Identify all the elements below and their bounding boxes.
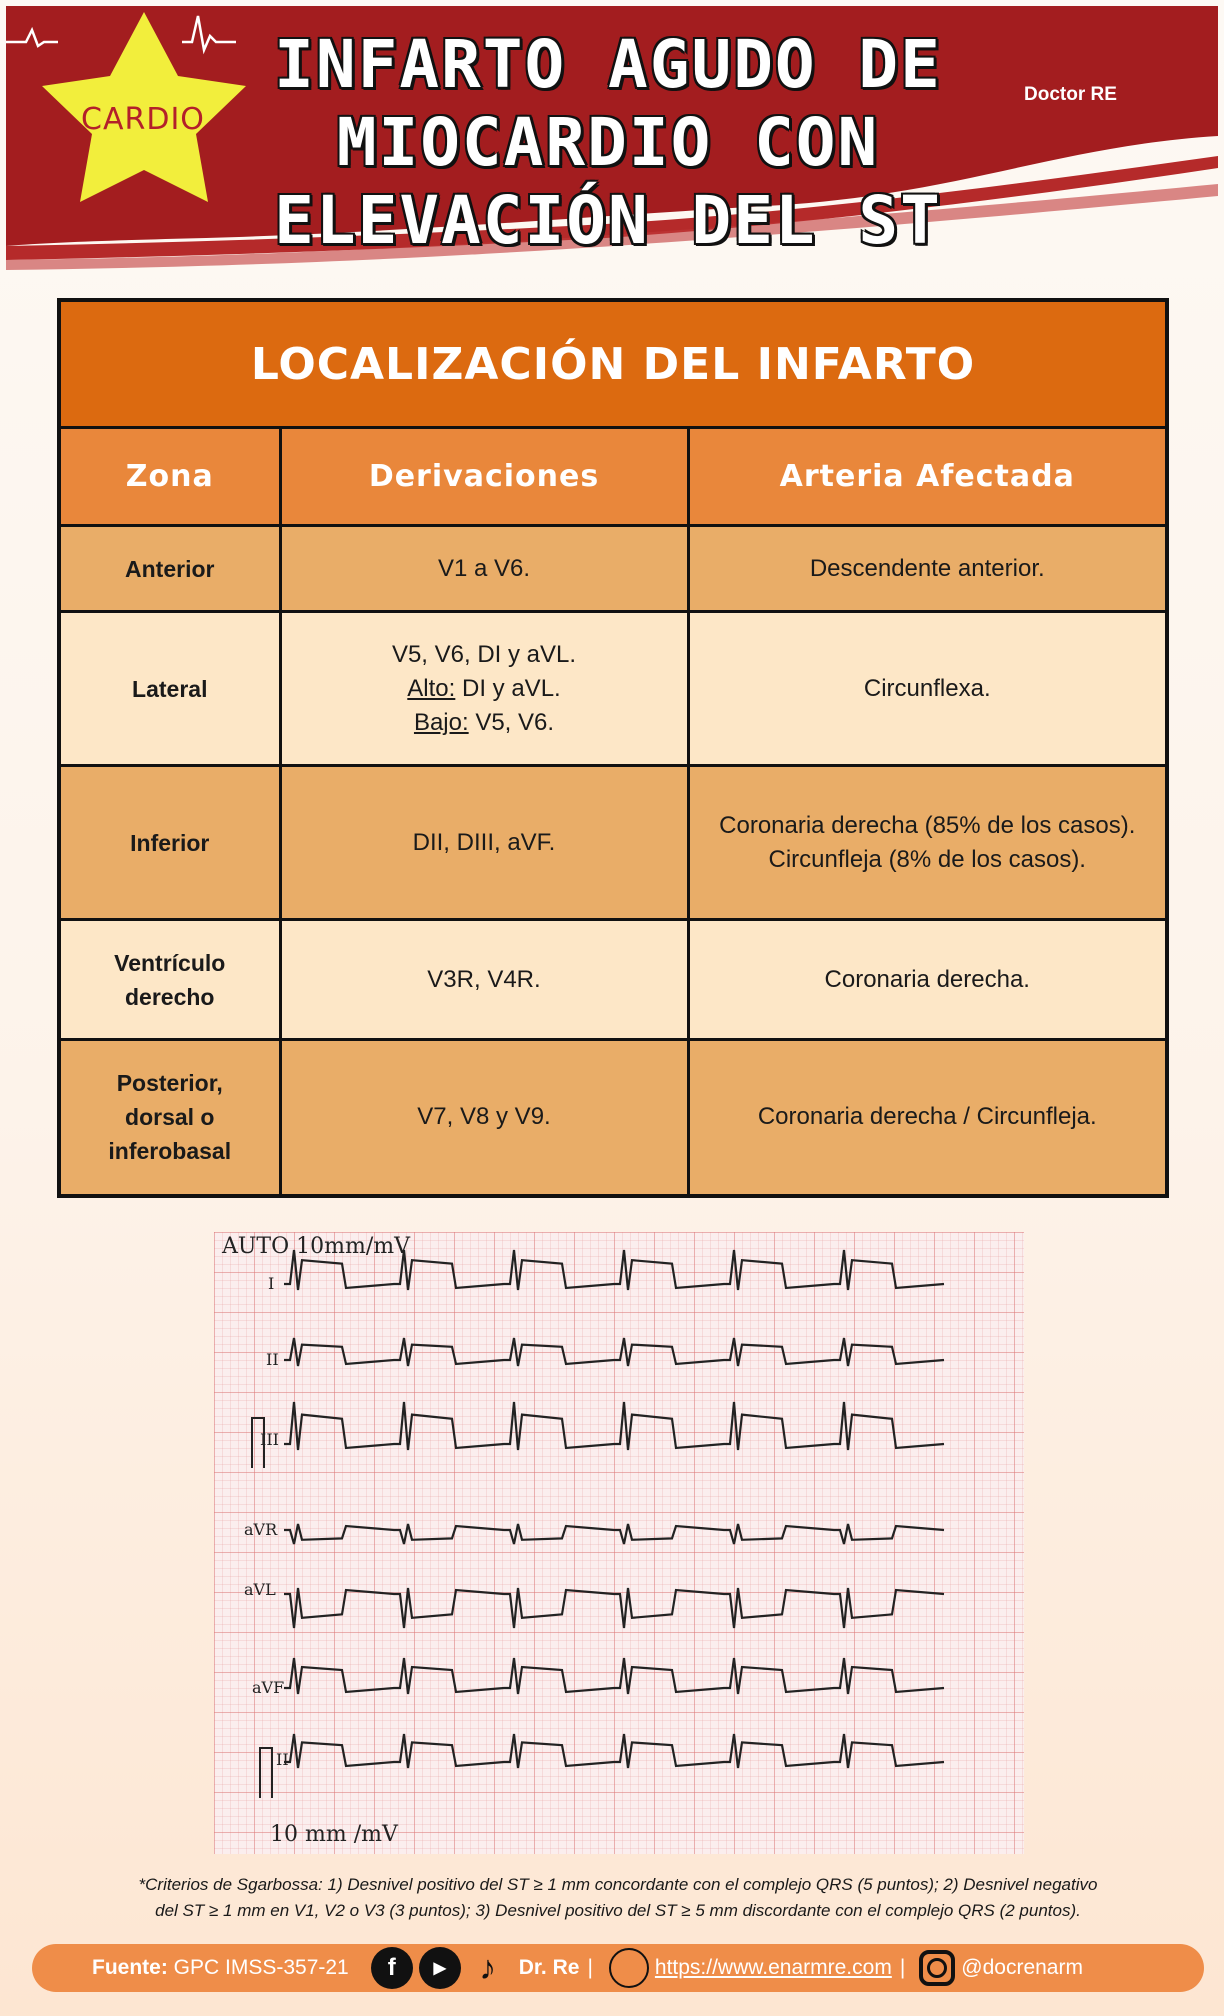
calibration-pulse xyxy=(260,1748,272,1798)
lead-label: II xyxy=(276,1750,289,1769)
website-link[interactable]: https://www.enarmre.com xyxy=(654,1956,892,1979)
arteria-cell xyxy=(688,766,1165,920)
arteria-cell: Circunflexa. xyxy=(688,612,1165,766)
zona-line: Ventrículo xyxy=(114,949,226,976)
arteria-line: Coronaria derecha (85% de los casos). xyxy=(719,811,1136,839)
col-header-derivaciones: Derivaciones xyxy=(280,429,688,526)
derivaciones-cell: V7, V8 y V9. xyxy=(280,1040,688,1194)
ecg-trace xyxy=(284,1402,944,1450)
sgarbossa-note xyxy=(46,1872,1190,1924)
ecg-trace xyxy=(284,1524,944,1544)
table-row xyxy=(61,1040,1165,1194)
ecg-trace xyxy=(284,1658,944,1694)
separator: | xyxy=(899,1956,906,1979)
table-grid xyxy=(61,429,1165,1194)
heartbeat-logo-icon xyxy=(6,6,236,56)
derivaciones-line xyxy=(296,672,673,706)
arteria-cell: Descendente anterior. xyxy=(688,526,1165,612)
globe-icon xyxy=(609,1948,649,1988)
header-banner xyxy=(6,6,1218,286)
table-header-row xyxy=(61,429,1165,526)
category-badge: CARDIO xyxy=(81,102,205,137)
table-title: LOCALIZACIÓN DEL INFARTO xyxy=(61,302,1165,429)
arteria-cell: Coronaria derecha. xyxy=(688,920,1165,1040)
calibration-pulse xyxy=(252,1418,264,1468)
zona-cell xyxy=(61,920,280,1040)
source-text xyxy=(92,1956,349,1980)
instagram-handle[interactable]: @docrenarm xyxy=(961,1956,1083,1979)
separator: | xyxy=(587,1956,593,1979)
derivaciones-cell: DII, DIII, aVF. xyxy=(280,766,688,920)
zona-line: Posterior, xyxy=(116,1070,223,1097)
instagram-icon[interactable] xyxy=(919,1950,955,1986)
ecg-image xyxy=(214,1232,1024,1854)
title-line-1: INFARTO AGUDO DE xyxy=(274,26,942,103)
brand-name: Dr. Re xyxy=(518,1956,580,1979)
zona-cell: Lateral xyxy=(61,612,280,766)
zona-cell: Inferior xyxy=(61,766,280,920)
zona-cell xyxy=(61,1040,280,1194)
zona-line: inferobasal xyxy=(108,1138,232,1165)
ecg-trace xyxy=(284,1250,944,1290)
col-header-zona: Zona xyxy=(61,429,280,526)
ecg-traces xyxy=(214,1232,1024,1854)
youtube-icon[interactable]: ▶ xyxy=(419,1947,461,1989)
table-row xyxy=(61,766,1165,920)
bajo-label: Bajo: xyxy=(413,708,469,736)
lead-label: I xyxy=(268,1274,275,1293)
derivaciones-cell: V3R, V4R. xyxy=(280,920,688,1040)
arteria-cell: Coronaria derecha / Circunfleja. xyxy=(688,1040,1165,1194)
ecg-footer-label: 10 mm /mV xyxy=(270,1822,398,1847)
ecg-trace xyxy=(284,1588,944,1628)
title-line-2: MIOCARDIO CON xyxy=(336,104,880,181)
table-row xyxy=(61,612,1165,766)
ecg-trace xyxy=(284,1734,944,1768)
lead-label: aVR xyxy=(244,1520,278,1539)
ecg-header-label: AUTO 10mm/mV xyxy=(222,1234,411,1259)
note-line: del ST ≥ 1 mm en V1, V2 o V3 (3 puntos); 3) Desnivel positivo del ST ≥ 5 mm discordante con el complejo QRS (2 puntos). xyxy=(155,1901,1081,1920)
derivaciones-line xyxy=(296,706,673,740)
table-row xyxy=(61,526,1165,612)
alto-value: DI y aVL. xyxy=(455,674,561,702)
lead-label: aVF xyxy=(252,1678,285,1697)
source-value: GPC IMSS-357-21 xyxy=(167,1956,349,1979)
alto-label: Alto: xyxy=(407,674,456,702)
localization-table xyxy=(57,298,1169,1198)
arteria-line: Circunfleja (8% de los casos). xyxy=(768,845,1086,873)
col-header-arteria: Arteria Afectada xyxy=(688,429,1165,526)
facebook-icon[interactable]: f xyxy=(371,1947,413,1989)
derivaciones-cell xyxy=(280,612,688,766)
lead-label: III xyxy=(260,1430,279,1449)
source-label: Fuente: xyxy=(92,1956,168,1979)
derivaciones-line: V5, V6, DI y aVL. xyxy=(391,640,577,668)
page-title xyxy=(238,26,978,260)
lead-label: II xyxy=(266,1350,279,1369)
bajo-value: V5, V6. xyxy=(468,708,555,736)
infographic xyxy=(6,6,1218,2010)
title-line-3: ELEVACIÓN DEL ST xyxy=(274,182,942,259)
zona-line: derecho xyxy=(125,983,215,1010)
lead-label: aVL xyxy=(244,1580,276,1599)
brand-logo: Doctor RE xyxy=(1024,84,1117,105)
ecg-trace xyxy=(284,1338,944,1366)
zona-line: dorsal o xyxy=(125,1104,215,1131)
table-row xyxy=(61,920,1165,1040)
zona-cell: Anterior xyxy=(61,526,280,612)
note-line: *Criterios de Sgarbossa: 1) Desnivel positivo del ST ≥ 1 mm concordante con el complejo QRS (5 puntos); 2) Desnivel negativo xyxy=(138,1875,1098,1894)
footer-bar xyxy=(32,1944,1204,1992)
derivaciones-cell: V1 a V6. xyxy=(280,526,688,612)
tiktok-icon[interactable]: ♪ xyxy=(479,1948,497,1987)
